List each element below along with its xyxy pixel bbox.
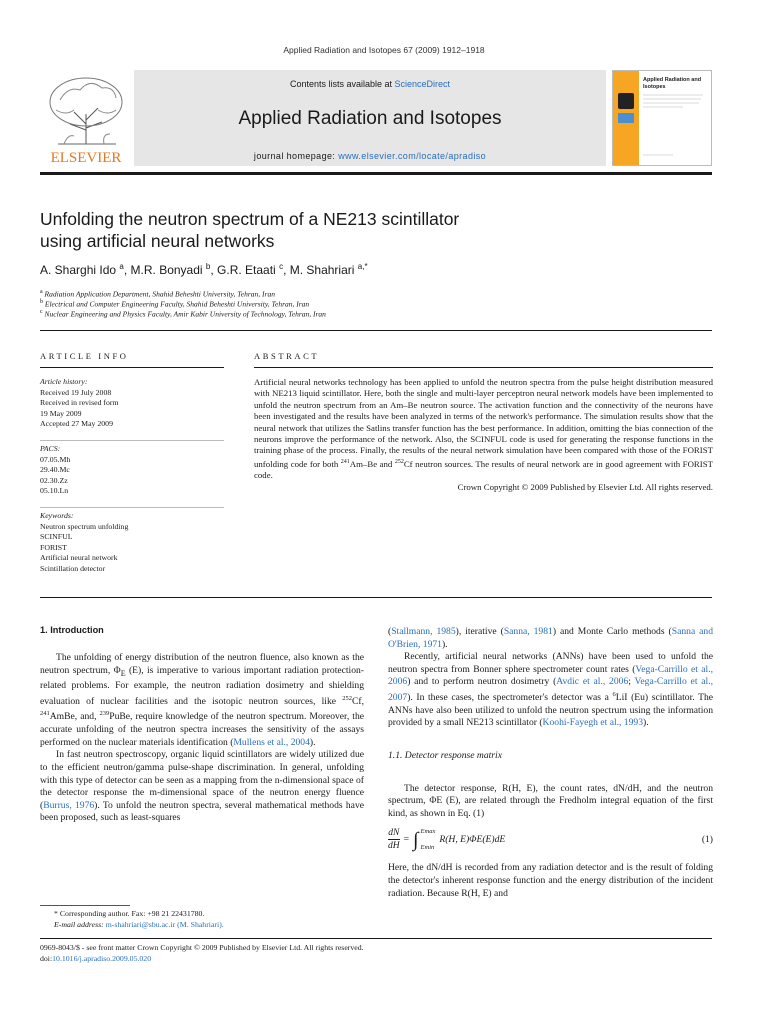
text-run: ). To unfold the neutron spectra, several mathematical methods have been proposed, such as least-squares xyxy=(40,799,364,824)
pacs-code: 05.10.Ln xyxy=(40,486,69,496)
affiliation-text: Electrical and Computer Engineering Faculty, Shahid Beheshti University, Tehran, Iran xyxy=(44,299,310,309)
email-link[interactable]: m-shahriari@sbu.ac.ir xyxy=(105,919,176,929)
equation-1 xyxy=(388,824,713,856)
affiliation-text: Radiation Application Department, Shahid Beheshti University, Tehran, Iran xyxy=(44,289,275,299)
footer-info xyxy=(40,942,364,964)
author-affiliation-mark: c xyxy=(279,262,284,271)
citation-link[interactable]: Vega-Carrillo et al., 2006 xyxy=(388,663,713,688)
contents-available xyxy=(134,79,606,89)
publisher-wordmark: ELSEVIER xyxy=(50,150,122,166)
isotope-mass: 241 xyxy=(340,458,350,465)
text-run: ; xyxy=(628,676,635,688)
corresponding-author-note: * Corresponding author. Fax: +98 21 22431780. xyxy=(54,909,205,918)
title-line-1: Unfolding the neutron spectrum of a NE213 scintillator xyxy=(40,209,460,229)
keyword: Scintillation detector xyxy=(40,563,106,573)
keywords-label: Keywords: xyxy=(40,510,74,520)
pacs-rule xyxy=(40,440,224,441)
journal-banner xyxy=(134,70,606,166)
citation-link[interactable]: Burrus, 1976 xyxy=(43,799,95,811)
journal-cover-thumbnail xyxy=(612,70,712,166)
abstract-bottom-rule xyxy=(40,597,712,598)
article-info-heading: ARTICLE INFO xyxy=(40,351,129,361)
article-title xyxy=(40,208,600,252)
footnote-rule xyxy=(40,905,130,906)
body-column-left xyxy=(40,652,364,825)
affiliation-mark: c xyxy=(40,309,43,315)
abstract-body: Artificial neural networks technology has been applied to unfold the neutron spectra from the pulse height distribution measured with NE213 liquid scintillator. Here, both the single and multi-layer perceptron neural network models have been implemented to unfold the neutron spectrum from an Am–Be neutron source. The activation function and the connectivity of the neurons have been investigated and the results have been analyzed in terms of the network's performance. The simulation results show that the neural network that utilizes the Satlins transfer function has the best performance. In addition, omitting the bias connection of the neurons improve the performance of the network. Also, the SCINFUL code is used for generating the response functions in the training phase of the process. Finally, the results of the neural network simulation have been compared with those of the FORIST unfolding code for both xyxy=(254,377,713,469)
paragraph: Here, the dN/dH is recorded from any radiation detector and is the result of folding the detector's inherent response function and the energy distribution of the incident radiation. Because R(H, E) and xyxy=(388,862,713,899)
paragraph xyxy=(40,749,364,825)
sciencedirect-link[interactable]: ScienceDirect xyxy=(394,79,451,89)
history-entry: Accepted 27 May 2009 xyxy=(40,419,113,429)
text-run: AmBe, and, xyxy=(49,711,100,723)
abstract-body: Cf neutron sources. The results of neural network are in good agreement with FORIST code. xyxy=(254,458,713,481)
text-run: Cf, xyxy=(352,695,364,707)
abstract-rule xyxy=(254,367,713,368)
author-name[interactable]: M. Shahriari xyxy=(289,263,355,277)
article-info xyxy=(40,377,220,575)
history-entry: 19 May 2009 xyxy=(40,408,82,418)
author-list: A. Sharghi Ido $^a$, M.R. Bonyadi $^b$, G.R. Etaati $^c$, M. Shahriari $^{a,*}$ xyxy=(40,262,368,277)
integrand: R(H, E)ΦE(E)dE xyxy=(439,834,506,846)
abstract-heading: ABSTRACT xyxy=(254,351,320,361)
text-run: ). xyxy=(309,736,316,748)
keyword: SCINFUL xyxy=(40,532,73,542)
citation-link[interactable]: Koohi-Fayegh et al., 1993 xyxy=(542,717,643,729)
section-heading: 1. Introduction xyxy=(40,625,104,635)
elsevier-tree-icon xyxy=(40,70,132,166)
front-matter-line: 0969-8043/$ - see front matter Crown Copyright © 2009 Published by Elsevier Ltd. All rights reserved. xyxy=(40,943,364,952)
text-run: The unfolding of energy distribution of the neutron fluence, also known as the neutron spectrum, Φ xyxy=(40,652,364,676)
affiliation xyxy=(40,309,326,319)
text-run: ), iterative ( xyxy=(455,626,504,637)
text-run: ). In these cases, the spectrometer's detector was a xyxy=(407,692,613,704)
fraction-denominator: dH xyxy=(388,841,400,852)
affiliation-text: Nuclear Engineering and Physics Faculty, Amir Kabir University of Technology, Tehran, Iran xyxy=(44,309,326,319)
affiliation-mark: b xyxy=(40,299,43,305)
author-name[interactable]: G.R. Etaati xyxy=(217,263,276,277)
pacs-code: 02.30.Zz xyxy=(40,475,68,485)
journal-cover-image xyxy=(613,71,711,165)
abstract-copyright: Crown Copyright © 2009 Published by Elsevier Ltd. All rights reserved. xyxy=(457,481,713,492)
equation-fraction xyxy=(388,828,400,852)
elsevier-logo xyxy=(40,70,132,166)
paragraph: The detector response, R(H, E), the count rates, dN/dH, and the neutron spectrum, ΦE (E), are related through the Fredholm integral equation of the first kind, as shown in Eq. (1) xyxy=(388,782,713,819)
equation-number: (1) xyxy=(701,834,713,846)
author-name[interactable]: A. Sharghi Ido xyxy=(40,263,117,277)
citation-link[interactable]: Sanna, 1981 xyxy=(503,626,553,637)
affiliation xyxy=(40,289,275,299)
header-rule xyxy=(40,172,712,175)
pacs-code: 07.05.Mh xyxy=(40,454,71,464)
history-entry: Received 19 July 2008 xyxy=(40,387,112,397)
equals-sign: = xyxy=(403,834,410,846)
lower-limit: Emin xyxy=(420,844,435,852)
history-label: Article history: xyxy=(40,377,88,386)
body-column-right xyxy=(388,626,713,900)
isotope-mass: 252 xyxy=(394,458,404,465)
upper-limit: Emax xyxy=(420,828,436,836)
text-run: (E), is imperative to various important radiation protection-related problems. For example, the neutron radiation dosimetry and shielding evaluation of nuclear facilities and the isotopic neutron sources, like xyxy=(40,664,365,707)
contents-prefix: Contents lists available at xyxy=(289,79,395,89)
pacs-code: 29.40.Mc xyxy=(40,465,70,475)
keywords-rule xyxy=(40,507,224,508)
keyword: Neutron spectrum unfolding xyxy=(40,521,129,531)
article-info-rule xyxy=(40,367,224,368)
fraction-numerator: dN xyxy=(388,828,400,839)
integral-sign: ∫ xyxy=(413,829,419,852)
homepage-link[interactable]: www.elsevier.com/locate/apradiso xyxy=(338,151,487,161)
email-label: E-mail address: xyxy=(54,919,106,929)
keyword: Artificial neural network xyxy=(40,553,118,563)
text-run: LiI (Eu) scintillator. The ANNs have also been utilized to unfold the neutron spectrum using the information provided by a small NE213 scintillator ( xyxy=(388,692,713,729)
abstract-text xyxy=(254,377,713,493)
email-owner: (M. Shahriari). xyxy=(175,919,224,929)
paragraph xyxy=(388,626,713,651)
affiliation xyxy=(40,299,309,309)
journal-title: Applied Radiation and Isotopes xyxy=(238,108,502,129)
text-run: PuBe, require knowledge of the neutron spectrum. Moreover, the accurate unfolding of the neutron spectra increases the sensitivity of the assays performed on the nuclear materials identification ( xyxy=(40,711,365,748)
isotope-mass: 239 xyxy=(99,710,110,718)
cover-title-line2: Isotopes xyxy=(643,84,666,90)
isotope-mass: 252 xyxy=(342,694,352,702)
citation-link[interactable]: Mullens et al., 2004 xyxy=(233,736,310,748)
text-run: ) and Monte Carlo methods ( xyxy=(552,626,672,637)
journal-citation: Applied Radiation and Isotopes 67 (2009) 1912–1918 xyxy=(283,45,485,55)
citation-link[interactable]: Vega-Carrillo et al., 2007 xyxy=(388,676,714,704)
text-run: ). xyxy=(643,717,649,729)
text-run: Recently, artificial neural networks (ANNs) have been used to unfold the neutron spectra from Bonner sphere spectrometer count rates ( xyxy=(388,651,713,675)
text-run: ( xyxy=(388,626,392,637)
abstract-body: Am–Be and xyxy=(349,458,395,469)
footer-rule xyxy=(40,938,712,939)
cover-title-line1: Applied Radiation and xyxy=(643,77,702,83)
pacs-label: PACS: xyxy=(40,443,61,453)
integral-limits xyxy=(421,824,436,856)
subscript: E xyxy=(120,668,126,678)
affiliation-mark: a xyxy=(40,289,43,295)
author-name[interactable]: M.R. Bonyadi xyxy=(130,263,203,277)
text-run: In fast neutron spectroscopy, organic liquid scintillators are widely utilized due to the efficient neutron/gamma pulse-shape discrimination. In general, unfolding with this type of detector can be seen as a mapping from the n-dimensional space of the detector response the m-dimensional space of the neutron energy fluence ( xyxy=(40,749,364,811)
isotope-mass: 241 xyxy=(40,710,50,718)
history-entry: Received in revised form xyxy=(40,398,119,408)
subsection-heading: 1.1. Detector response matrix xyxy=(388,749,502,761)
citation-link[interactable]: Avdic et al., 2006 xyxy=(556,676,629,688)
title-block-rule xyxy=(40,330,712,331)
footnote xyxy=(40,909,224,930)
keyword: FORIST xyxy=(40,542,67,552)
text-run: ). xyxy=(441,638,448,650)
citation-link[interactable]: Sanna and O'Brien, 1971 xyxy=(388,626,714,650)
doi-prefix: doi: xyxy=(40,954,53,963)
text-run: ) and to perform neutron dosimetry ( xyxy=(407,676,557,688)
doi-link[interactable]: 10.1016/j.apradiso.2009.05.020 xyxy=(52,954,152,963)
paragraph xyxy=(388,651,713,730)
citation-link[interactable]: Stallmann, 1985 xyxy=(391,626,456,637)
homepage-prefix: journal homepage: xyxy=(253,151,339,161)
title-line-2: using artificial neural networks xyxy=(40,231,275,251)
author-affiliation-mark: a,* xyxy=(357,262,368,271)
author-affiliation-mark: b xyxy=(205,262,211,271)
paragraph xyxy=(40,652,364,749)
isotope-mass: 6 xyxy=(612,690,616,698)
journal-homepage xyxy=(134,151,606,161)
author-affiliation-mark: a xyxy=(119,262,124,271)
